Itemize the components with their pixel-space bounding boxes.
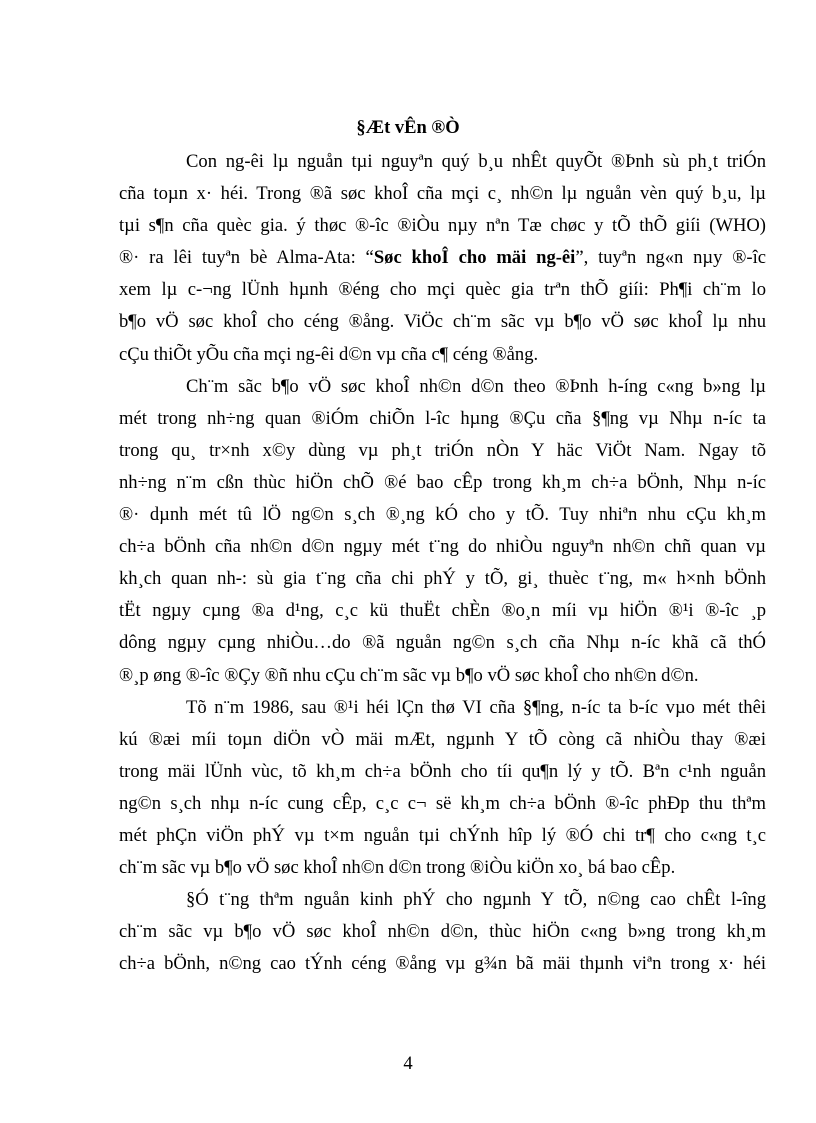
text-line: cña toµn x· héi. Trong ®ã søc khoÎ cña mçi c¸ nh©n lµ nguån vèn quý b¸u, lµ	[119, 183, 766, 205]
text-line: §Ó t¨ng thªm nguån kinh phÝ cho ngµnh Y tÕ, n©ng cao chÊt l-îng	[186, 889, 766, 911]
text-line: kh¸ch quan nh-: sù gia t¨ng cña chi phÝ y tÕ, gi¸ thuèc t¨ng, m« h×nh bÖnh	[119, 568, 766, 590]
text-line: dông ngµy cµng nhiÒu…do ®ã nguån ng©n s¸ch cña Nhµ n-íc khã cã thÓ	[119, 632, 766, 654]
quote-bold: Søc khoÎ cho mäi ng-êi	[373, 247, 576, 269]
text-line: ch¨m sãc vµ b¶o vÖ søc khoÎ nh©n d©n, thùc hiÖn c«ng b»ng trong kh¸m	[119, 921, 766, 943]
paragraph-2	[119, 371, 766, 692]
text-line: trong qu¸ tr×nh x©y dùng vµ ph¸t triÓn nÒn Y häc ViÖt Nam. Ngay tõ	[119, 439, 766, 461]
text-line: trong mäi lÜnh vùc, tõ kh¸m ch÷a bÖnh cho tíi qu¶n lý y tÕ. Bªn c¹nh nguån	[119, 760, 766, 782]
page-title: §Æt vÊn ®Ò	[356, 118, 460, 138]
text-line: ch¨m sãc vµ b¶o vÖ søc khoÎ nh©n d©n trong ®iÒu kiÖn xo¸ bá bao cÊp.	[119, 857, 676, 879]
quote-tail: ”, tuyªn ng«n nµy ®-îc	[575, 247, 766, 269]
text-line: ng©n s¸ch nhµ n-íc cung cÊp, c¸c c¬ së kh¸m ch÷a bÖnh ®-îc phÐp thu thªm	[119, 792, 766, 814]
text-line: Con ng-êi lµ nguån tµi nguyªn quý b¸u nhÊt quyÕt ®Þnh sù ph¸t triÓn	[186, 151, 766, 172]
text-line: kú ®æi míi toµn diÖn vÒ mäi mÆt, ngµnh Y tÕ còng cã nhiÒu thay ®æi	[119, 728, 766, 750]
paragraph-1	[119, 146, 766, 371]
text-line: nh÷ng n¨m cßn thùc hiÖn chÕ ®é bao cÊp trong kh¸m ch÷a bÖnh, Nhµ n-íc	[119, 471, 766, 493]
text-line-with-quote	[119, 242, 766, 274]
text-line: tµi s¶n cña quèc gia. ý thøc ®-îc ®iÒu nµy nªn Tæ chøc y tÕ thÕ giíi (WHO)	[119, 215, 766, 237]
page-number: 4	[403, 1053, 413, 1074]
quote-intro: ®· ra lêi tuyªn bè Alma-Ata: “	[119, 247, 374, 269]
text-line: xem lµ c-¬ng lÜnh hµnh ®éng cho mçi quèc gia trªn thÕ giíi: Ph¶i ch¨m lo	[119, 279, 766, 301]
text-line: tËt ngµy cµng ®a d¹ng, c¸c kü thuËt chÈn ®o¸n míi vµ hiÖn ®¹i ®-îc ¸p	[119, 600, 766, 622]
text-line: cÇu thiÕt yÕu cña mçi ng-êi d©n vµ cña c¶ céng ®ång.	[119, 343, 539, 365]
body-text	[119, 146, 766, 980]
text-line: mét trong nh÷ng quan ®iÓm chiÕn l-îc hµng ®Çu cña §¶ng vµ Nhµ n-íc ta	[119, 407, 766, 429]
text-line: ch÷a bÖnh, n©ng cao tÝnh céng ®ång vµ g¾n bã mäi thµnh viªn trong x· héi	[119, 953, 766, 975]
text-line: ®· dµnh mét tû lÖ ng©n s¸ch ®¸ng kÓ cho y tÕ. Tuy nhiªn nhu cÇu kh¸m	[119, 504, 766, 526]
text-line: Tõ n¨m 1986, sau ®¹i héi lÇn thø VI cña §¶ng, n-íc ta b-íc vµo mét thêi	[186, 696, 766, 718]
text-line: ch÷a bÖnh cña nh©n d©n ngµy mét t¨ng do nhiÒu nguyªn nh©n chñ quan vµ	[119, 536, 766, 558]
paragraph-4	[119, 884, 766, 980]
text-line: b¶o vÖ søc khoÎ cho céng ®ång. ViÖc ch¨m sãc vµ b¶o vÖ søc khoÎ lµ nhu	[119, 311, 766, 333]
text-line: Ch¨m sãc b¶o vÖ søc khoÎ nh©n d©n theo ®Þnh h-íng c«ng b»ng lµ	[186, 375, 766, 397]
text-line: mét phÇn viÖn phÝ vµ t×m nguån tµi chÝnh hîp lý ®Ó chi tr¶ cho c«ng t¸c	[119, 824, 766, 846]
text-line: ®¸p øng ®-îc ®Çy ®ñ nhu cÇu ch¨m sãc vµ b¶o vÖ søc khoÎ cho nh©n d©n.	[119, 664, 699, 686]
paragraph-3	[119, 692, 766, 885]
